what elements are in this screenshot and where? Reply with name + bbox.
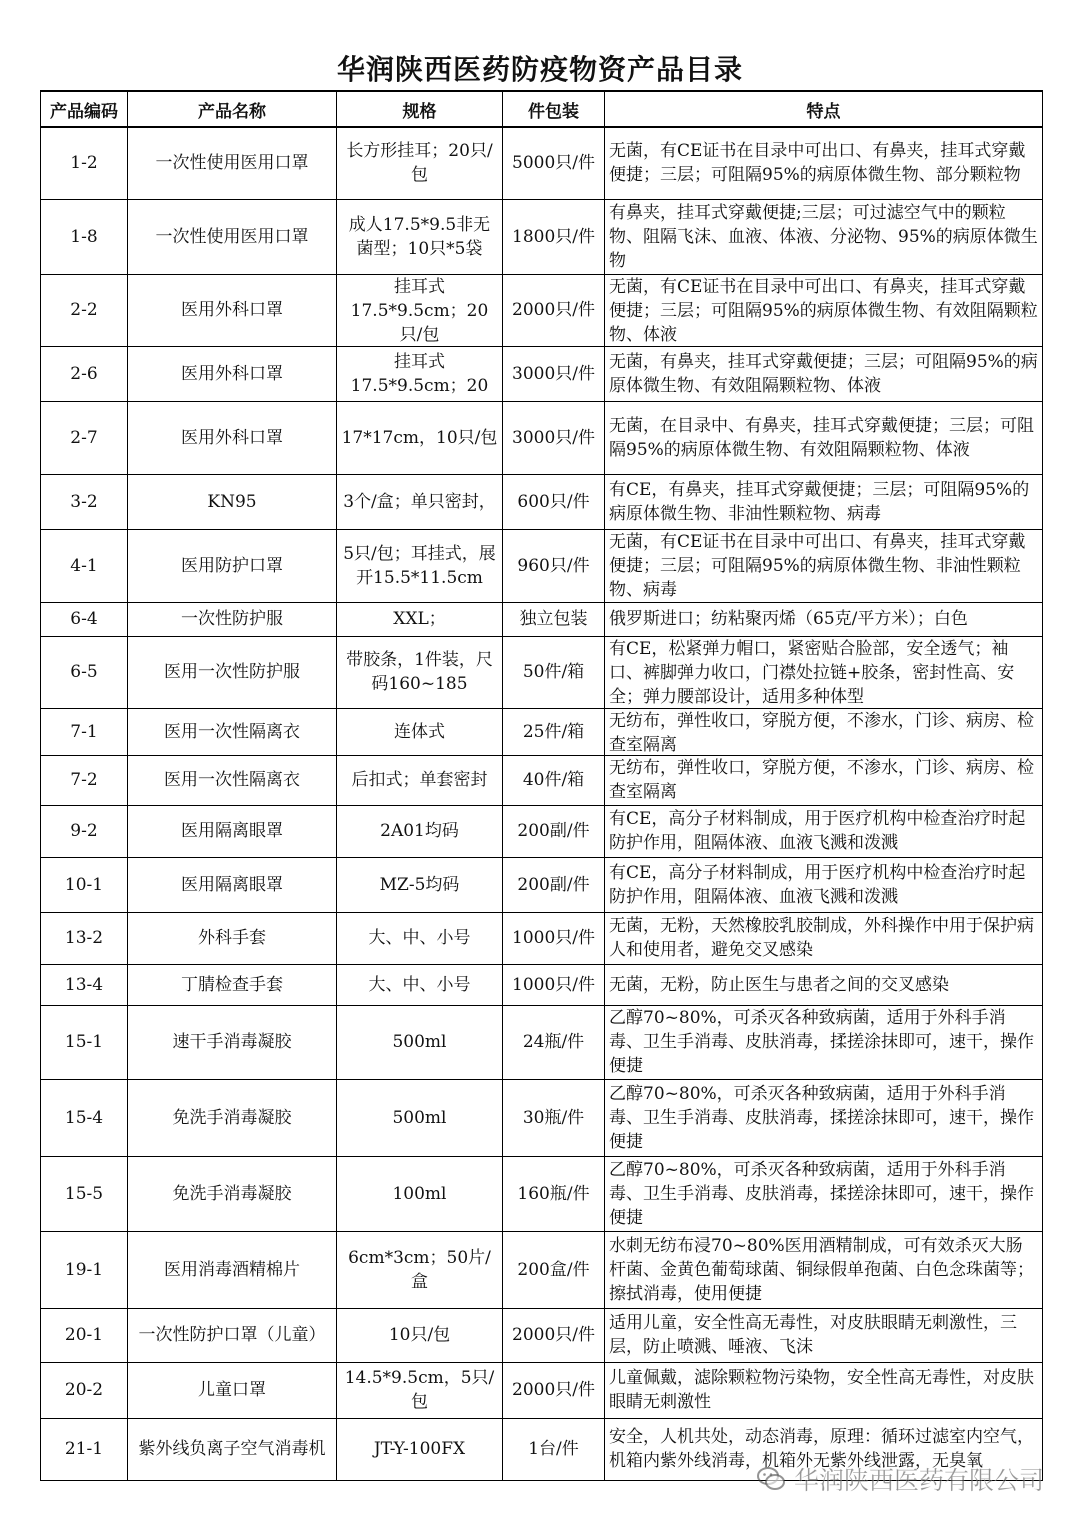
- cell-name-text: 免洗手消毒凝胶: [172, 1107, 292, 1128]
- cell-code: [41, 708, 128, 755]
- cell-pack: [503, 1418, 605, 1480]
- cell-pack: [503, 602, 605, 636]
- cell-pack-text: 3000只/件: [512, 363, 595, 384]
- cell-spec-text: 大、中、小号: [368, 928, 471, 948]
- cell-name: [128, 529, 337, 602]
- cell-name-text: 丁腈检查手套: [181, 974, 283, 995]
- cell-code: [41, 529, 128, 602]
- table-row: [41, 474, 1043, 529]
- cell-code: [41, 474, 128, 529]
- cell-feature: [605, 805, 1043, 857]
- table-row: [41, 912, 1043, 964]
- cell-pack-text: 25件/箱: [522, 721, 585, 742]
- cell-name-text: 医用一次性隔离衣: [164, 770, 300, 790]
- cell-feature-text: 有CE，高分子材料制成，用于医疗机构中检查治疗时起防护作用，阻隔体液、血液飞溅和泼溅: [609, 862, 1026, 907]
- cell-code: [41, 964, 128, 1005]
- cell-name-text: 一次性使用医用口罩: [155, 226, 309, 247]
- cell-spec-text: JT-Y-100FX: [373, 1439, 466, 1459]
- cell-pack-text: 200副/件: [517, 821, 590, 841]
- cell-feature-text: 无菌，有CE证书在目录中可出口、有鼻夹，挂耳式穿戴便捷；三层；可阻隔95%的病原体微生物、有效阻隔颗粒物、体液: [609, 277, 1038, 345]
- cell-spec-text: 挂耳式17.5*9.5cm；20只/包: [350, 277, 489, 345]
- cell-name: [128, 401, 337, 474]
- cell-code-text: 21-1: [64, 1439, 104, 1459]
- table-row: [41, 274, 1043, 346]
- cell-code: [41, 401, 128, 474]
- cell-feature: [605, 401, 1043, 474]
- cell-spec-text: 500ml: [392, 1107, 447, 1128]
- cell-name: [128, 912, 337, 964]
- cell-code: [41, 1231, 128, 1308]
- cell-code-text: 13-4: [64, 974, 104, 995]
- cell-pack-text: 2000只/件: [512, 1325, 595, 1345]
- cell-feature-text: 水刺无纺布浸70~80%医用酒精制成，可有效杀灭大肠杆菌、金黄色葡萄球菌、铜绿假单孢菌、白色念珠菌等；擦拭消毒，使用便捷: [609, 1235, 1034, 1304]
- cell-name-text: 外科手套: [198, 928, 266, 948]
- cell-pack: [503, 1156, 605, 1231]
- cell-code-text: 13-2: [64, 928, 104, 948]
- cell-spec: [337, 602, 503, 636]
- cell-spec: [337, 1005, 503, 1079]
- product-catalog-table: [40, 90, 1043, 1481]
- cell-code-text: 9-2: [70, 821, 98, 841]
- cell-name-text: 紫外线负离子空气消毒机: [138, 1439, 326, 1459]
- cell-code-text: 2-7: [70, 427, 98, 448]
- cell-name: [128, 474, 337, 529]
- cell-code-text: 15-5: [64, 1183, 104, 1204]
- cell-code: [41, 636, 128, 708]
- table-row: [41, 964, 1043, 1005]
- cell-code-text: 20-2: [64, 1380, 104, 1400]
- cell-feature: [605, 346, 1043, 401]
- cell-feature-text: 无菌，无粉，防止医生与患者之间的交叉感染: [609, 974, 949, 995]
- cell-name: [128, 127, 337, 199]
- cell-name-text: 一次性防护服: [181, 609, 283, 629]
- header-spec: 规格: [337, 91, 503, 127]
- cell-feature-text: 无纺布，弹性收口，穿脱方便，不渗水，门诊、病房、检查室隔离: [609, 758, 1034, 802]
- cell-feature-text: 无菌，有CE证书在目录中可出口、有鼻夹，挂耳式穿戴便捷；三层；可阻隔95%的病原体微生物、非油性颗粒物、病毒: [609, 532, 1026, 600]
- cell-spec: [337, 1362, 503, 1418]
- cell-spec-text: 后扣式；单套密封: [351, 770, 488, 790]
- cell-name-text: 医用外科口罩: [181, 363, 283, 384]
- cell-feature: [605, 529, 1043, 602]
- cell-name: [128, 602, 337, 636]
- cell-code: [41, 755, 128, 805]
- cell-code-text: 1-8: [70, 226, 98, 247]
- cell-feature: [605, 1156, 1043, 1231]
- cell-spec: [337, 1156, 503, 1231]
- cell-feature-text: 适用儿童，安全性高无毒性，对皮肤眼睛无刺激性，三层，防止喷溅、唾液、飞沫: [609, 1313, 1017, 1357]
- cell-feature-text: 乙醇70~80%，可杀灭各种致病菌，适用于外科手消毒、卫生手消毒、皮肤消毒，揉搓涂抹即可，速干，操作便捷: [609, 1159, 1034, 1228]
- cell-pack: [503, 964, 605, 1005]
- cell-spec-text: 5只/包；耳挂式，展开15.5*11.5cm: [343, 543, 496, 588]
- cell-feature: [605, 755, 1043, 805]
- cell-pack: [503, 912, 605, 964]
- cell-pack-text: 1000只/件: [512, 974, 595, 995]
- cell-pack: [503, 127, 605, 199]
- page-title: 华润陕西医药防疫物资产品目录: [336, 53, 743, 86]
- cell-pack: [503, 401, 605, 474]
- cell-code: [41, 1418, 128, 1480]
- cell-feature-text: 乙醇70~80%，可杀灭各种致病菌，适用于外科手消毒、卫生手消毒、皮肤消毒，揉搓涂抹即可，速干，操作便捷: [609, 1083, 1034, 1152]
- cell-spec: [337, 1308, 503, 1362]
- cell-code: [41, 274, 128, 346]
- cell-pack: [503, 274, 605, 346]
- cell-spec-text: MZ-5均码: [379, 874, 460, 895]
- cell-pack: [503, 805, 605, 857]
- cell-code-text: 15-1: [64, 1032, 104, 1052]
- cell-feature: [605, 636, 1043, 708]
- cell-spec: [337, 708, 503, 755]
- cell-spec-text: 成人17.5*9.5非无菌型；10只*5袋: [348, 214, 491, 259]
- cell-code-text: 6-5: [70, 662, 98, 682]
- cell-spec: [337, 529, 503, 602]
- header-name: 产品名称: [128, 91, 337, 127]
- cell-feature: [605, 274, 1043, 346]
- cell-pack-text: 2000只/件: [512, 1380, 595, 1400]
- cell-name: [128, 636, 337, 708]
- cell-feature: [605, 1231, 1043, 1308]
- cell-feature: [605, 199, 1043, 274]
- cell-pack: [503, 199, 605, 274]
- cell-feature: [605, 602, 1043, 636]
- cell-code-text: 1-2: [70, 153, 98, 174]
- cell-pack-text: 200盒/件: [517, 1259, 590, 1280]
- cell-pack: [503, 636, 605, 708]
- cell-name: [128, 1005, 337, 1079]
- cell-feature-text: 有CE，松紧弹力帽口，紧密贴合脸部，安全透气；袖口、裤脚弹力收口，门襟处拉链+胶条，密封性高、安全；弹力腰部设计，适用多种体型: [609, 639, 1015, 707]
- cell-name-text: 医用防护口罩: [181, 555, 283, 576]
- table-row: [41, 857, 1043, 912]
- cell-name: [128, 1308, 337, 1362]
- cell-name-text: 医用消毒酒精棉片: [164, 1259, 300, 1280]
- cell-spec-text: 长方形挂耳；20只/包: [346, 141, 493, 186]
- cell-spec-text: 挂耳式17.5*9.5cm；20: [350, 351, 489, 396]
- cell-name: [128, 346, 337, 401]
- cell-code: [41, 199, 128, 274]
- cell-spec: [337, 805, 503, 857]
- cell-name: [128, 805, 337, 857]
- cell-code-text: 7-1: [70, 721, 98, 742]
- cell-pack-text: 960只/件: [517, 555, 590, 576]
- cell-spec: [337, 199, 503, 274]
- cell-code: [41, 857, 128, 912]
- cell-feature: [605, 1362, 1043, 1418]
- watermark-text: 华润陕西医药有限公司: [793, 1466, 1044, 1495]
- table-row: [41, 636, 1043, 708]
- cell-pack: [503, 857, 605, 912]
- cell-code: [41, 602, 128, 636]
- cell-name: [128, 857, 337, 912]
- cell-code: [41, 1079, 128, 1156]
- cell-feature-text: 有CE，有鼻夹，挂耳式穿戴便捷；三层；可阻隔95%的病原体微生物、非油性颗粒物、病毒: [609, 479, 1030, 524]
- cell-code-text: 10-1: [64, 874, 104, 895]
- cell-pack-text: 1000只/件: [512, 928, 595, 948]
- cell-code-text: 20-1: [64, 1325, 104, 1345]
- cell-code-text: 4-1: [70, 555, 98, 576]
- cell-feature: [605, 912, 1043, 964]
- cell-code: [41, 805, 128, 857]
- cell-pack: [503, 1079, 605, 1156]
- cell-spec: [337, 474, 503, 529]
- cell-name-text: 医用外科口罩: [181, 427, 283, 448]
- cell-name-text: 免洗手消毒凝胶: [172, 1183, 292, 1204]
- cell-code: [41, 346, 128, 401]
- cell-spec-text: 500ml: [392, 1032, 447, 1052]
- cell-name-text: 儿童口罩: [198, 1380, 266, 1400]
- cell-code: [41, 1308, 128, 1362]
- cell-pack-text: 1台/件: [528, 1439, 579, 1459]
- cell-feature: [605, 127, 1043, 199]
- table-row: [41, 755, 1043, 805]
- cell-spec-text: 17*17cm，10只/包: [341, 427, 498, 448]
- cell-name: [128, 1156, 337, 1231]
- cell-pack-text: 24瓶/件: [522, 1032, 585, 1052]
- table-row: [41, 1231, 1043, 1308]
- cell-pack: [503, 1308, 605, 1362]
- cell-code-text: 3-2: [70, 491, 98, 512]
- cell-spec: [337, 346, 503, 401]
- table-row: [41, 127, 1043, 199]
- cell-code: [41, 1005, 128, 1079]
- cell-feature-text: 安全，人机共处，动态消毒，原理：循环过滤室内空气，机箱内紫外线消毒，机箱外无紫外线泄露，无臭氧: [609, 1427, 1034, 1471]
- cell-spec: [337, 1231, 503, 1308]
- cell-feature-text: 儿童佩戴，滤除颗粒物污染物，安全性高无毒性，对皮肤眼睛无刺激性: [609, 1368, 1034, 1412]
- table-row: [41, 602, 1043, 636]
- cell-pack-text: 160瓶/件: [517, 1183, 590, 1204]
- cell-name: [128, 1231, 337, 1308]
- cell-name-text: 医用一次性隔离衣: [164, 721, 300, 742]
- cell-spec-text: 3个/盒；单只密封，: [343, 491, 496, 512]
- cell-name-text: KN95: [207, 491, 257, 512]
- cell-spec: [337, 636, 503, 708]
- cell-name: [128, 1362, 337, 1418]
- cell-name-text: 医用隔离眼罩: [181, 874, 283, 895]
- cell-name-text: 一次性使用医用口罩: [155, 153, 309, 174]
- cell-pack: [503, 755, 605, 805]
- cell-spec-text: 100ml: [392, 1183, 447, 1204]
- cell-feature-text: 无菌，有CE证书在目录中可出口、有鼻夹，挂耳式穿戴便捷；三层；可阻隔95%的病原体微生物、部分颗粒物: [609, 141, 1026, 186]
- cell-pack: [503, 1005, 605, 1079]
- cell-spec-text: 6cm*3cm；50片/盒: [348, 1247, 491, 1292]
- cell-spec: [337, 857, 503, 912]
- cell-code-text: 7-2: [70, 770, 98, 790]
- table-row: [41, 1005, 1043, 1079]
- cell-feature-text: 无菌，在目录中、有鼻夹，挂耳式穿戴便捷；三层；可阻隔95%的病原体微生物、有效阻隔颗粒物、体液: [609, 415, 1034, 460]
- cell-spec-text: 2A01均码: [380, 821, 459, 841]
- cell-code-text: 19-1: [64, 1259, 104, 1280]
- table-header-row: [41, 91, 1043, 127]
- cell-spec: [337, 1418, 503, 1480]
- cell-pack: [503, 529, 605, 602]
- cell-spec: [337, 127, 503, 199]
- cell-spec: [337, 755, 503, 805]
- cell-spec-text: 10只/包: [388, 1325, 451, 1345]
- table-row: [41, 1079, 1043, 1156]
- table-row: [41, 199, 1043, 274]
- cell-pack-text: 50件/箱: [522, 662, 585, 682]
- cell-code-text: 2-2: [70, 300, 98, 320]
- cell-pack-text: 3000只/件: [512, 427, 595, 448]
- cell-spec-text: 大、中、小号: [368, 974, 471, 995]
- cell-name-text: 一次性防护口罩（儿童）: [138, 1325, 326, 1345]
- cell-code: [41, 912, 128, 964]
- cell-spec: [337, 274, 503, 346]
- cell-spec-text: XXL；: [393, 609, 446, 629]
- cell-feature: [605, 857, 1043, 912]
- cell-pack: [503, 474, 605, 529]
- cell-feature: [605, 1079, 1043, 1156]
- cell-name-text: 医用隔离眼罩: [181, 821, 283, 841]
- cell-feature: [605, 1005, 1043, 1079]
- cell-pack-text: 600只/件: [517, 491, 590, 512]
- watermark: [756, 1462, 1044, 1496]
- table-row: [41, 805, 1043, 857]
- table-row: [41, 401, 1043, 474]
- header-feature: 特点: [605, 91, 1043, 127]
- cell-feature-text: 无菌，有鼻夹，挂耳式穿戴便捷；三层；可阻隔95%的病原体微生物、有效阻隔颗粒物、体液: [609, 351, 1038, 396]
- cell-feature-text: 有CE，高分子材料制成，用于医疗机构中检查治疗时起防护作用，阻隔体液、血液飞溅和泼溅: [609, 809, 1026, 853]
- table-row: [41, 529, 1043, 602]
- cell-name: [128, 964, 337, 1005]
- table-row: [41, 1362, 1043, 1418]
- cell-code: [41, 1362, 128, 1418]
- cell-pack-text: 30瓶/件: [522, 1107, 585, 1128]
- cell-name-text: 速干手消毒凝胶: [172, 1032, 292, 1052]
- cell-feature-text: 俄罗斯进口；纺粘聚丙烯（65克/平方米）；白色: [609, 609, 968, 629]
- cell-spec: [337, 964, 503, 1005]
- cell-pack: [503, 346, 605, 401]
- cell-name: [128, 274, 337, 346]
- cell-feature: [605, 708, 1043, 755]
- cell-code-text: 15-4: [64, 1107, 104, 1128]
- cell-feature-text: 无菌，无粉，天然橡胶乳胶制成，外科操作中用于保护病人和使用者，避免交叉感染: [609, 916, 1034, 960]
- cell-spec: [337, 401, 503, 474]
- header-pack: 件包装: [503, 91, 605, 127]
- cell-pack: [503, 708, 605, 755]
- cell-spec-text: 14.5*9.5cm，5只/包: [344, 1368, 495, 1412]
- cell-spec-text: 连体式: [394, 721, 445, 742]
- cell-name-text: 医用外科口罩: [181, 300, 283, 320]
- table-row: [41, 708, 1043, 755]
- cell-feature: [605, 964, 1043, 1005]
- cell-name: [128, 755, 337, 805]
- cell-name: [128, 708, 337, 755]
- cell-pack-text: 1800只/件: [512, 226, 595, 247]
- cell-pack-text: 独立包装: [519, 609, 588, 629]
- cell-spec: [337, 1079, 503, 1156]
- cell-feature-text: 有鼻夹，挂耳式穿戴便捷;三层；可过滤空气中的颗粒物、阻隔飞沫、血液、体液、分泌物、95%的病原体微生物: [609, 202, 1038, 271]
- header-code: 产品编码: [41, 91, 128, 127]
- cell-spec: [337, 912, 503, 964]
- cell-pack-text: 200副/件: [517, 874, 590, 895]
- cell-feature-text: 无纺布，弹性收口，穿脱方便，不渗水，门诊、病房、检查室隔离: [609, 711, 1034, 754]
- cell-spec-text: 带胶条，1件装，尺码160~185: [346, 650, 493, 694]
- cell-code: [41, 127, 128, 199]
- cell-name-text: 医用一次性防护服: [164, 662, 300, 682]
- cell-code-text: 6-4: [70, 609, 98, 629]
- cell-pack-text: 5000只/件: [512, 153, 595, 174]
- cell-name: [128, 1079, 337, 1156]
- cell-feature: [605, 1308, 1043, 1362]
- table-row: [41, 346, 1043, 401]
- cell-feature-text: 乙醇70~80%，可杀灭各种致病菌，适用于外科手消毒、卫生手消毒、皮肤消毒，揉搓涂抹即可，速干，操作便捷: [609, 1008, 1034, 1076]
- cell-pack: [503, 1362, 605, 1418]
- cell-feature: [605, 474, 1043, 529]
- cell-name: [128, 1418, 337, 1480]
- cell-name: [128, 199, 337, 274]
- cell-code: [41, 1156, 128, 1231]
- cell-pack-text: 40件/箱: [522, 770, 585, 790]
- cell-pack: [503, 1231, 605, 1308]
- cell-code-text: 2-6: [70, 363, 98, 384]
- cell-pack-text: 2000只/件: [512, 300, 595, 320]
- table-row: [41, 1156, 1043, 1231]
- wechat-icon: [756, 1466, 786, 1492]
- table-row: [41, 1308, 1043, 1362]
